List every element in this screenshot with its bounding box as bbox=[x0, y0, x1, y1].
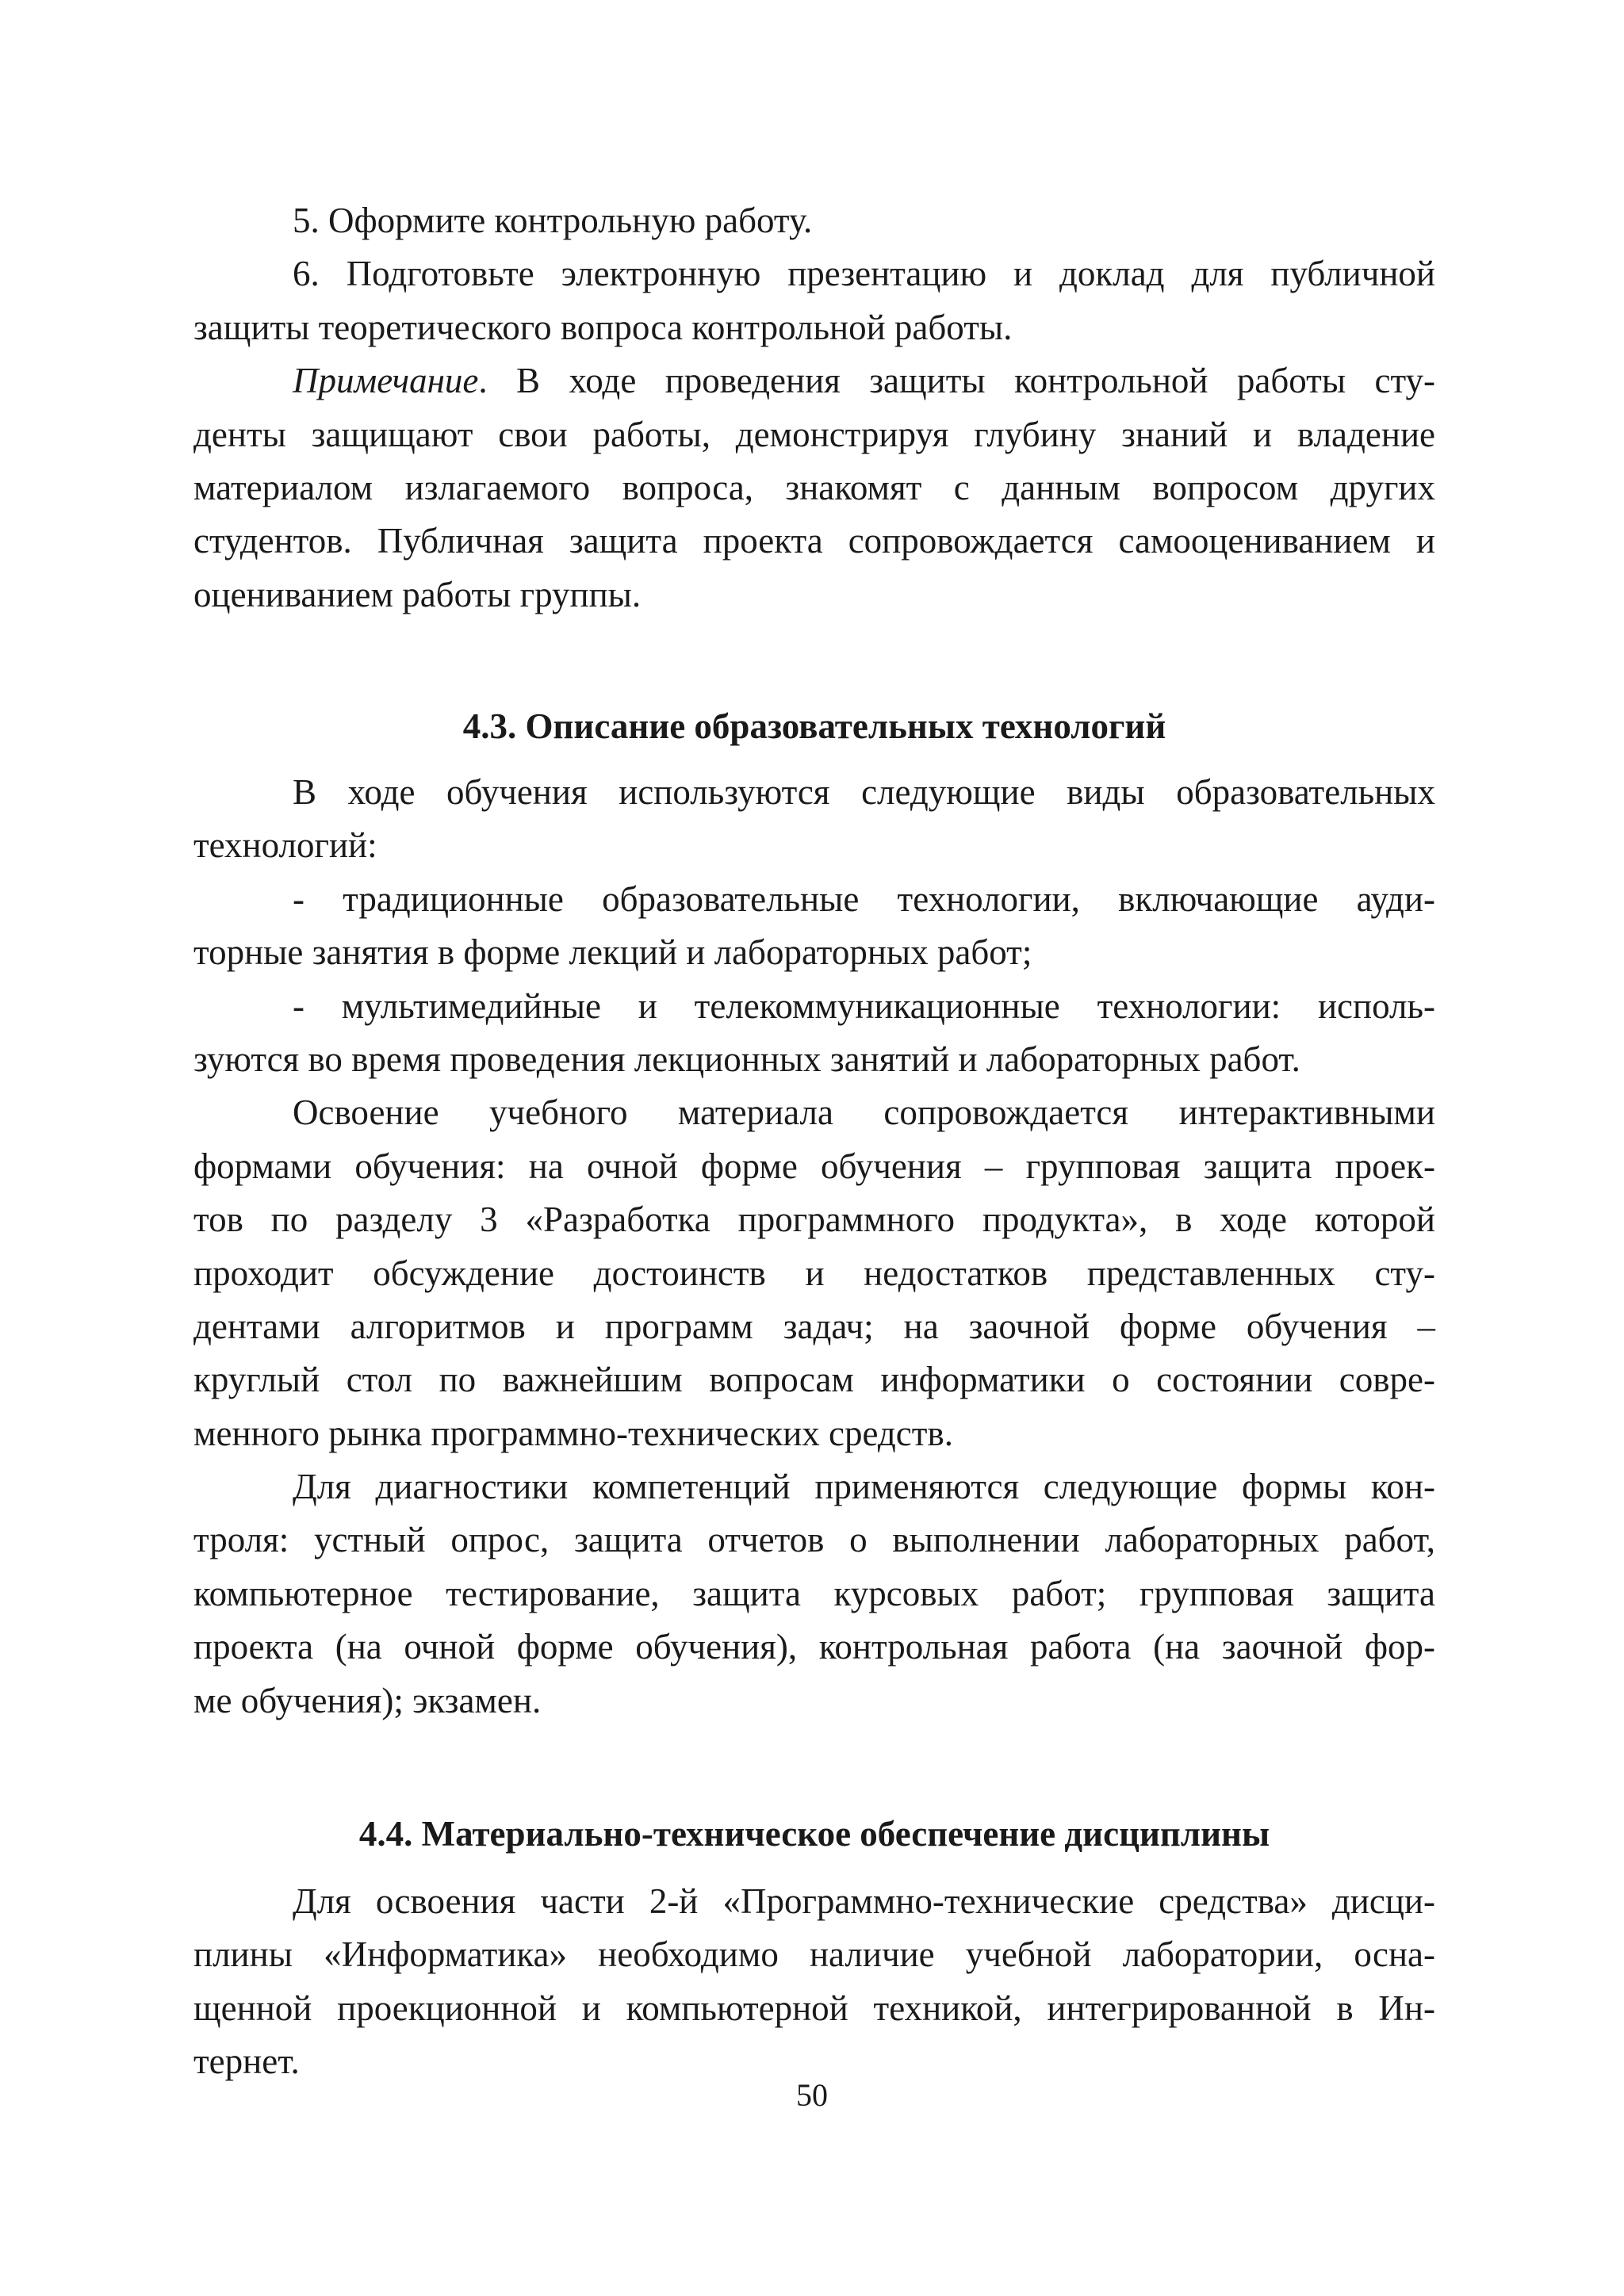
section-4-3-line: троля: устный опрос, защита отчетов о выполнении лабораторных работ, bbox=[193, 1520, 1435, 1560]
section-4-3-line: формами обучения: на очной форме обучения – групповая защита проек- bbox=[193, 1146, 1435, 1186]
section-4-3-line: Освоение учебного материала сопровождается интерактивными bbox=[293, 1093, 1435, 1133]
section-4-3-line: - мультимедийные и телекоммуникационные технологии: исполь- bbox=[293, 985, 1435, 1026]
note-line-5: оцениванием работы группы. bbox=[193, 574, 642, 614]
section-4-3-line: зуются во время проведения лекционных занятий и лабораторных работ. bbox=[193, 1039, 1300, 1079]
note-line-3: материалом излагаемого вопроса, знакомят с данным вопросом других bbox=[193, 467, 1435, 507]
section-4-3-line: ме обучения); экзамен. bbox=[193, 1680, 542, 1720]
note-line-2: денты защищают свои работы, демонстрируя глубину знаний и владение bbox=[193, 414, 1435, 454]
step-5-line: 5. Оформите контрольную работу. bbox=[293, 201, 813, 240]
note-line-1 bbox=[193, 354, 1435, 408]
step-6-line-1: 6. Подготовьте электронную презентацию и доклад для публичной bbox=[293, 254, 1435, 294]
section-4-3-line: В ходе обучения используются следующие виды образовательных bbox=[293, 772, 1435, 812]
section-4-3-line: торные занятия в форме лекций и лабораторных работ; bbox=[193, 932, 1032, 973]
step-6-line-2: защиты теоретического вопроса контрольной работы. bbox=[193, 307, 1013, 347]
section-4-4-line: Для освоения части 2-й «Программно-технические средства» дисци- bbox=[293, 1881, 1435, 1921]
section-4-4-body bbox=[193, 1875, 1435, 2089]
note-line-1-rest: . В ходе проведения защиты контрольной работы сту- bbox=[478, 361, 1435, 401]
section-4-3-line: технологий: bbox=[193, 825, 377, 866]
section-4-4-line: щенной проекционной и компьютерной техникой, интегрированной в Ин- bbox=[193, 1988, 1435, 2028]
section-4-4-line: плины «Информатика» необходимо наличие учебной лаборатории, осна- bbox=[193, 1934, 1435, 1975]
section-4-3-heading: 4.3. Описание образовательных технологий bbox=[462, 706, 1166, 746]
section-4-4-heading: 4.4. Материально-техническое обеспечение дисциплины bbox=[358, 1814, 1270, 1854]
section-4-3-line: компьютерное тестирование, защита курсовых работ; групповая защита bbox=[193, 1573, 1435, 1613]
assignment-steps-block bbox=[193, 194, 1435, 622]
section-4-3-line: проекта (на очной форме обучения), контрольная работа (на заочной фор- bbox=[193, 1627, 1435, 1667]
page-number: 50 bbox=[796, 2077, 828, 2113]
note-label: Примечание bbox=[293, 361, 479, 401]
section-4-4-line: тернет. bbox=[193, 2042, 300, 2082]
section-4-3-line: дентами алгоритмов и программ задач; на заочной форме обучения – bbox=[193, 1306, 1435, 1346]
section-4-3-line: Для диагностики компетенций применяются следующие формы кон- bbox=[293, 1467, 1435, 1507]
section-4-3-line: - традиционные образовательные технологии, включающие ауди- bbox=[293, 878, 1435, 919]
section-4-3-line: проходит обсуждение достоинств и недостатков представленных сту- bbox=[193, 1253, 1435, 1293]
section-4-3-line: менного рынка программно-технических средств. bbox=[193, 1413, 953, 1453]
section-4-3-line: тов по разделу 3 «Разработка программного продукта», в ходе которой bbox=[193, 1200, 1435, 1240]
section-4-3-body bbox=[193, 766, 1435, 1728]
note-line-4: студентов. Публичная защита проекта сопровождается самооцениванием и bbox=[193, 521, 1435, 561]
section-4-3-line: круглый стол по важнейшим вопросам информатики о состоянии совре- bbox=[193, 1360, 1435, 1400]
